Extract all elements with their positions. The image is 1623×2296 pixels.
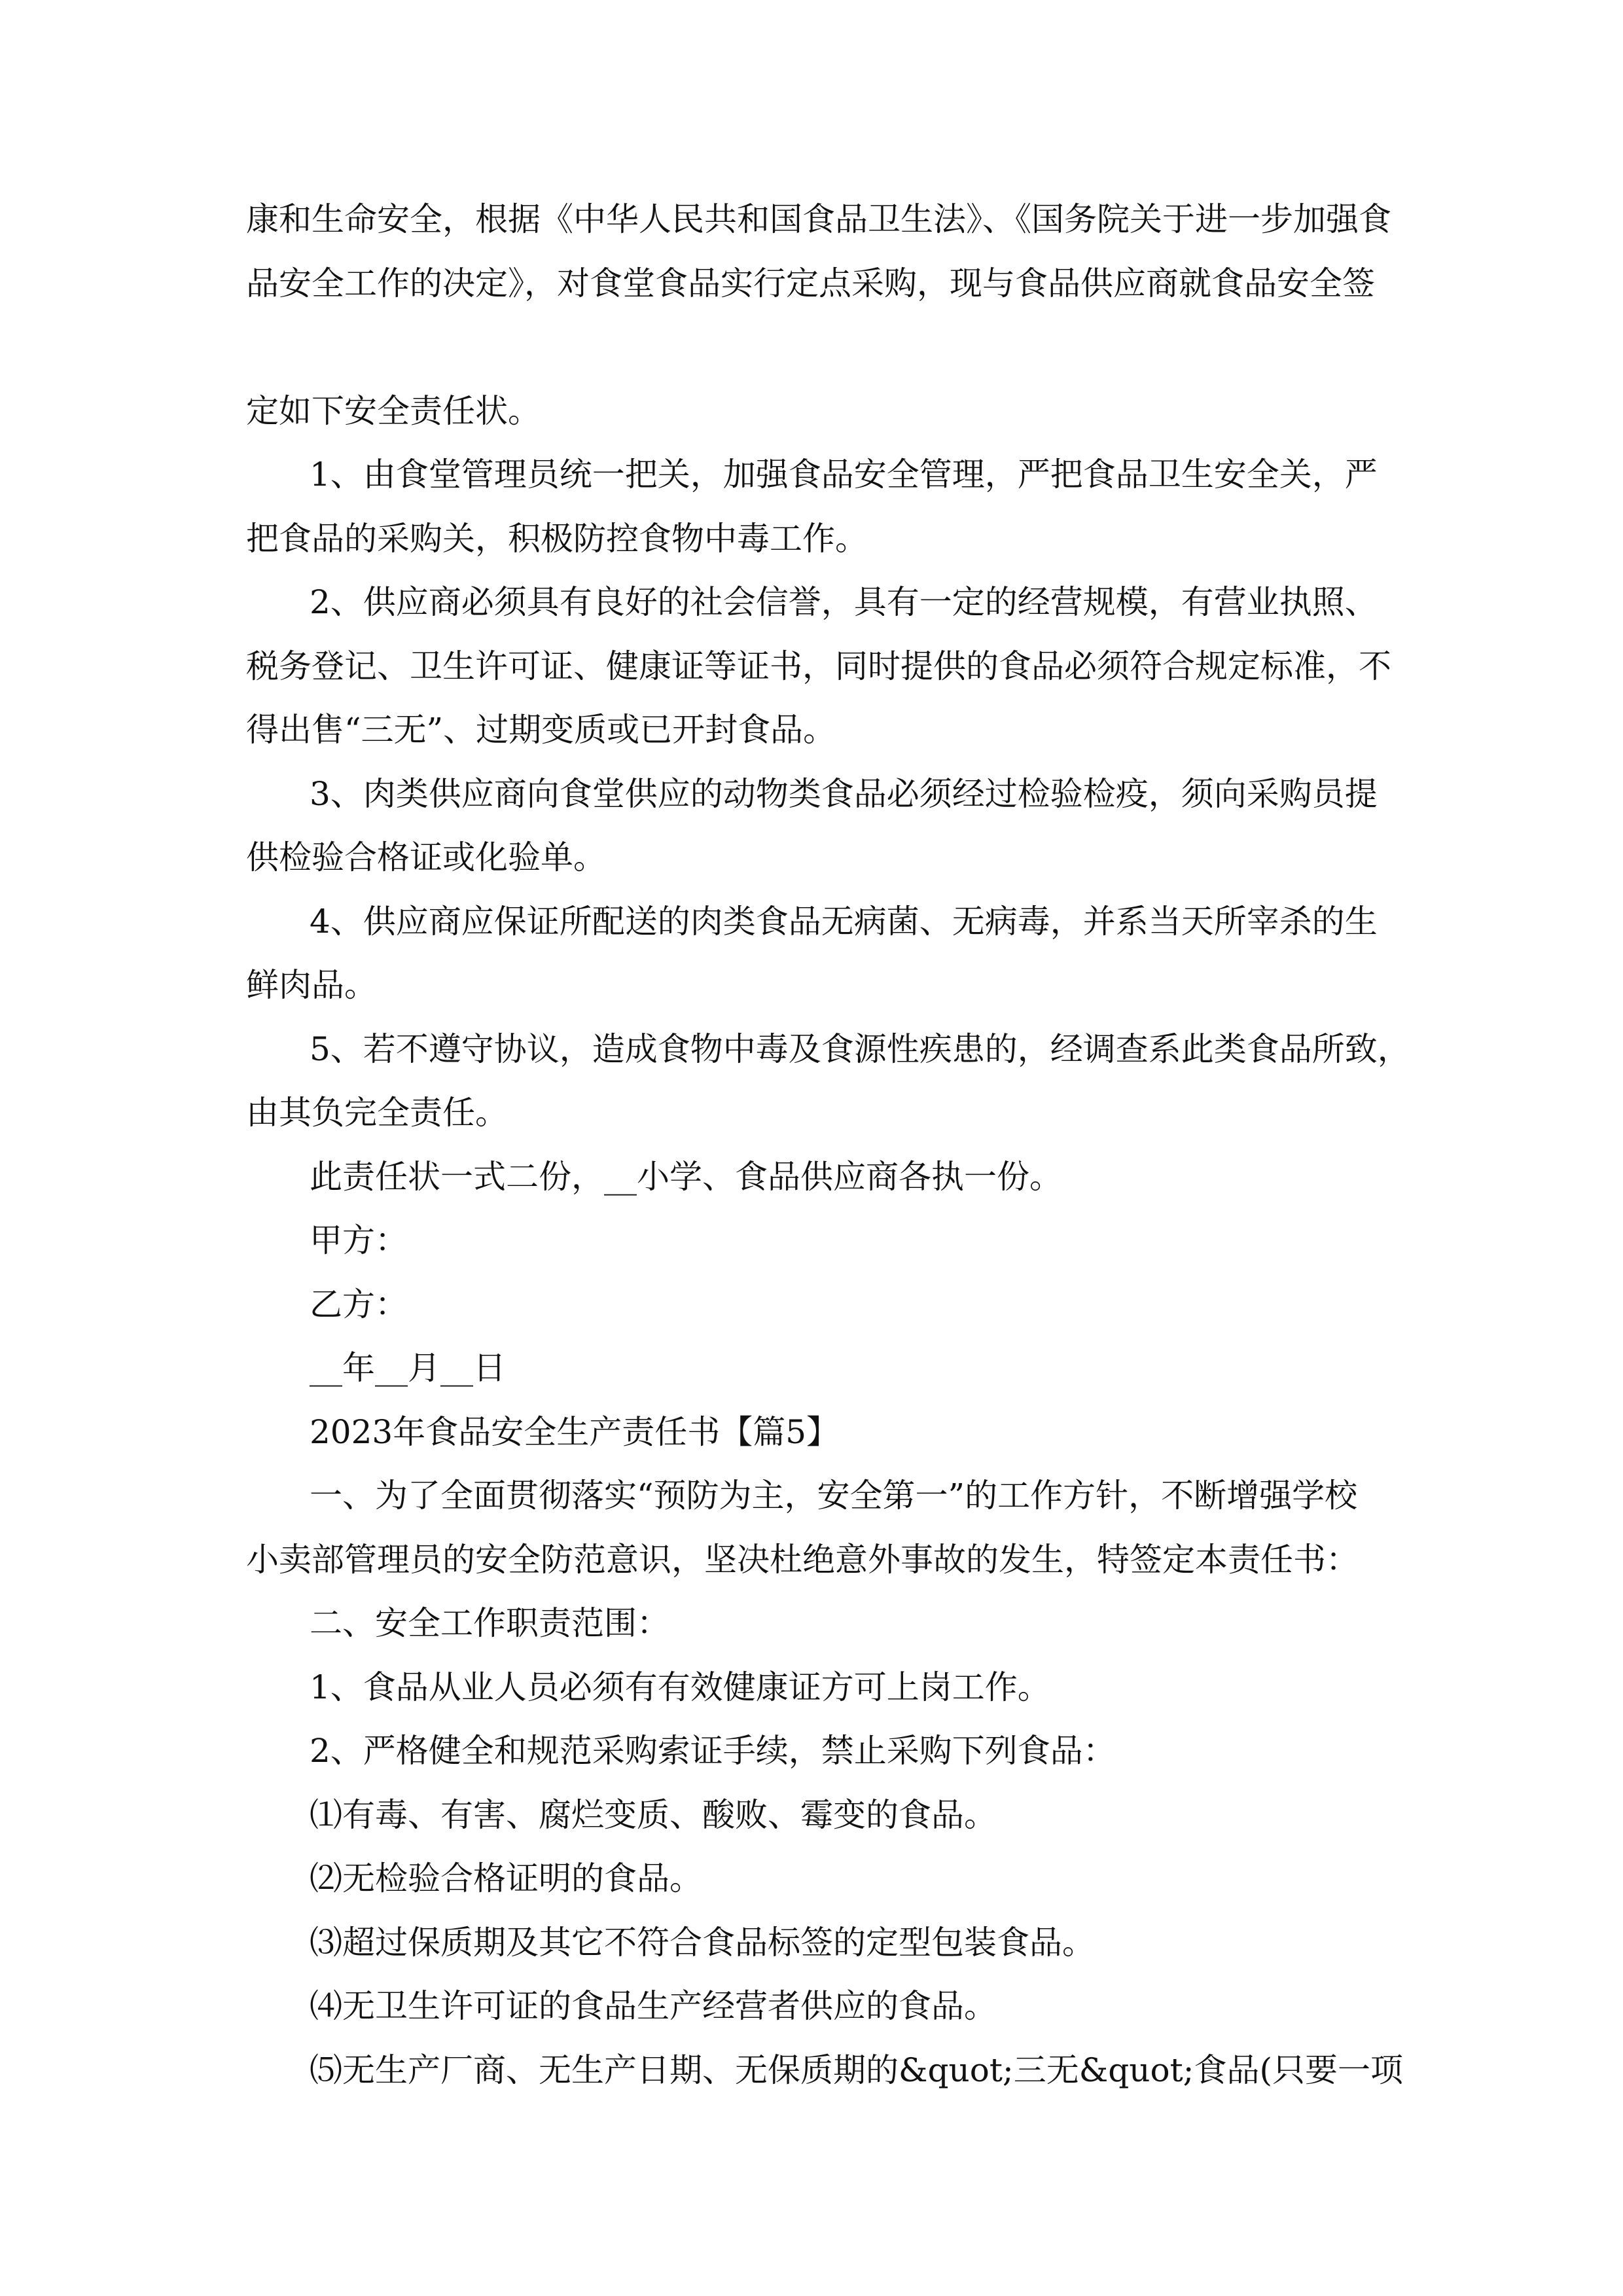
signature-party-a: 甲方： xyxy=(310,1221,408,1259)
text-line: 4、供应商应保证所配送的肉类食品无病菌、无病毒，并系当天所宰杀的生 xyxy=(310,903,1378,941)
text-line: 3、肉类供应商向食堂供应的动物类食品必须经过检验检疫，须向采购员提 xyxy=(310,775,1378,813)
text-line: 一、为了全面贯彻落实“预防为主，安全第一”的工作方针，不断增强学校 xyxy=(310,1477,1358,1515)
text-line: 5、若不遵守协议，造成食物中毒及食源性疾患的，经调查系此类食品所致， xyxy=(310,1030,1410,1068)
text-line: 2、供应商必须具有良好的社会信誉，具有一定的经营规模，有营业执照、 xyxy=(310,583,1378,621)
list-item: ⑸无生产厂商、无生产日期、无保质期的&quot;三无&quot;食品(只要一项 xyxy=(310,2051,1404,2089)
text-line: 小卖部管理员的安全防范意识，坚决杜绝意外事故的发生，特签定本责任书： xyxy=(246,1541,1359,1579)
list-item: ⑴有毒、有害、腐烂变质、酸败、霉变的食品。 xyxy=(310,1796,997,1834)
text-line: 康和生命安全，根据《中华人民共和国食品卫生法》、《国务院关于进一步加强食 xyxy=(246,200,1391,238)
list-item: ⑷无卫生许可证的食品生产经营者供应的食品。 xyxy=(310,1987,997,2025)
text-line: 鲜肉品。 xyxy=(246,966,377,1004)
text-line: 税务登记、卫生许可证、健康证等证书，同时提供的食品必须符合规定标准，不 xyxy=(246,647,1391,685)
text-line: 1、食品从业人员必须有有效健康证方可上岗工作。 xyxy=(310,1668,1050,1706)
text-line: 1、由食堂管理员统一把关，加强食品安全管理，严把食品卫生安全关，严 xyxy=(310,456,1378,493)
text-line: 把食品的采购关，积极防控食物中毒工作。 xyxy=(246,520,868,558)
text-line: 二、安全工作职责范围： xyxy=(310,1604,669,1642)
text-line: 此责任状一式二份，__小学、食品供应商各执一份。 xyxy=(310,1158,1062,1196)
text-line: 得出售“三无”、过期变质或已开封食品。 xyxy=(246,711,836,749)
text-line: 2、严格健全和规范采购索证手续，禁止采购下列食品： xyxy=(310,1732,1116,1770)
list-item: ⑵无检验合格证明的食品。 xyxy=(310,1859,702,1897)
list-item: ⑶超过保质期及其它不符合食品标签的定型包装食品。 xyxy=(310,1924,1095,1962)
text-line: 由其负完全责任。 xyxy=(246,1094,508,1132)
signature-party-b: 乙方： xyxy=(310,1285,408,1323)
text-line: 供检验合格证或化验单。 xyxy=(246,838,606,876)
section-heading: 2023年食品安全生产责任书【篇5】 xyxy=(310,1413,840,1451)
text-line: 定如下安全责任状。 xyxy=(246,392,541,430)
signature-date: __年__月__日 xyxy=(310,1349,506,1387)
text-line: 品安全工作的决定》，对食堂食品实行定点采购，现与食品供应商就食品安全签 xyxy=(246,264,1375,302)
